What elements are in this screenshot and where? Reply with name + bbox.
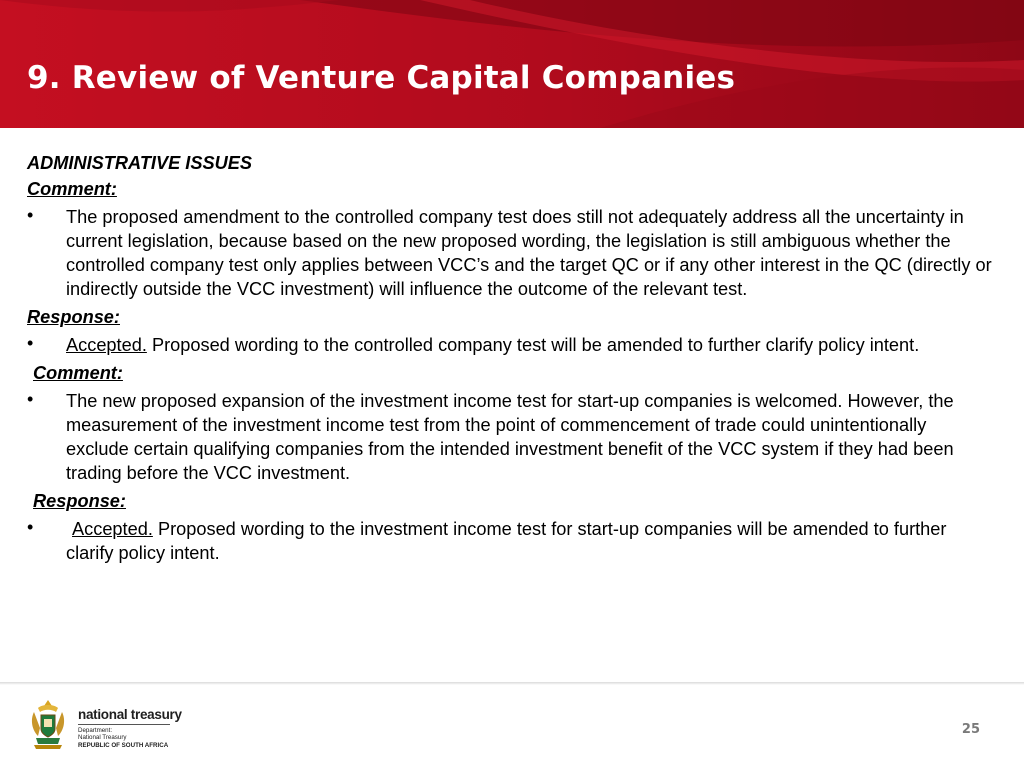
response-bullet-1 <box>27 333 992 357</box>
response-label-1: Response: <box>27 307 120 327</box>
logo-rule <box>78 724 170 725</box>
response-bullet-2 <box>27 517 992 565</box>
logo-text <box>78 707 182 749</box>
comment-label-1: Comment: <box>27 179 117 199</box>
coat-of-arms-icon <box>28 698 68 752</box>
logo-name: national treasury <box>78 707 182 722</box>
comment-bullet-2 <box>27 389 992 485</box>
accepted-label-1: Accepted. <box>66 335 147 355</box>
section-heading: ADMINISTRATIVE ISSUES <box>27 153 253 173</box>
response-text-1: Proposed wording to the controlled company test will be amended to further clarify policy intent. <box>146 335 920 355</box>
page-number: 25 <box>961 722 980 737</box>
national-treasury-logo <box>28 698 182 754</box>
bullet-icon: • <box>27 517 34 537</box>
header-banner <box>0 0 1024 128</box>
logo-country: REPUBLIC OF SOUTH AFRICA <box>78 741 169 749</box>
response-label-2: Response: <box>33 491 126 511</box>
bullet-icon: • <box>27 333 34 353</box>
bullet-icon: • <box>27 389 34 409</box>
response-text-2: Proposed wording to the investment income test for start-up companies will be amended to further clarify policy intent. <box>66 519 947 563</box>
logo-department: Department: <box>78 727 113 734</box>
comment-label-2: Comment: <box>33 363 123 383</box>
logo-department-name: National Treasury <box>78 734 127 742</box>
comment-text-1: The proposed amendment to the controlled company test does still not adequately address all the uncertainty in current legislation, because based on the new proposed wording, the legislation is still ambiguous whether the controlled company test only applies between VCC’s and the target QC or if any other interest in the QC (directly or indirectly outside the VCC investment) will influence the outcome of the relevant test. <box>66 207 992 299</box>
comment-bullet-1 <box>27 205 992 301</box>
comment-text-2: The new proposed expansion of the investment income test for start-up companies is welcomed. However, the measurement of the investment income test from the point of commencement of trade could unintentionally exclude certain qualifying companies from the intended investment benefit of the VCC system if they had been trading before the VCC investment. <box>66 391 954 483</box>
footer-divider <box>0 682 1024 685</box>
slide-body <box>27 151 992 569</box>
bullet-icon: • <box>27 205 34 225</box>
slide-title: 9. Review of Venture Capital Companies <box>27 60 736 96</box>
accepted-label-2: Accepted. <box>72 519 153 539</box>
